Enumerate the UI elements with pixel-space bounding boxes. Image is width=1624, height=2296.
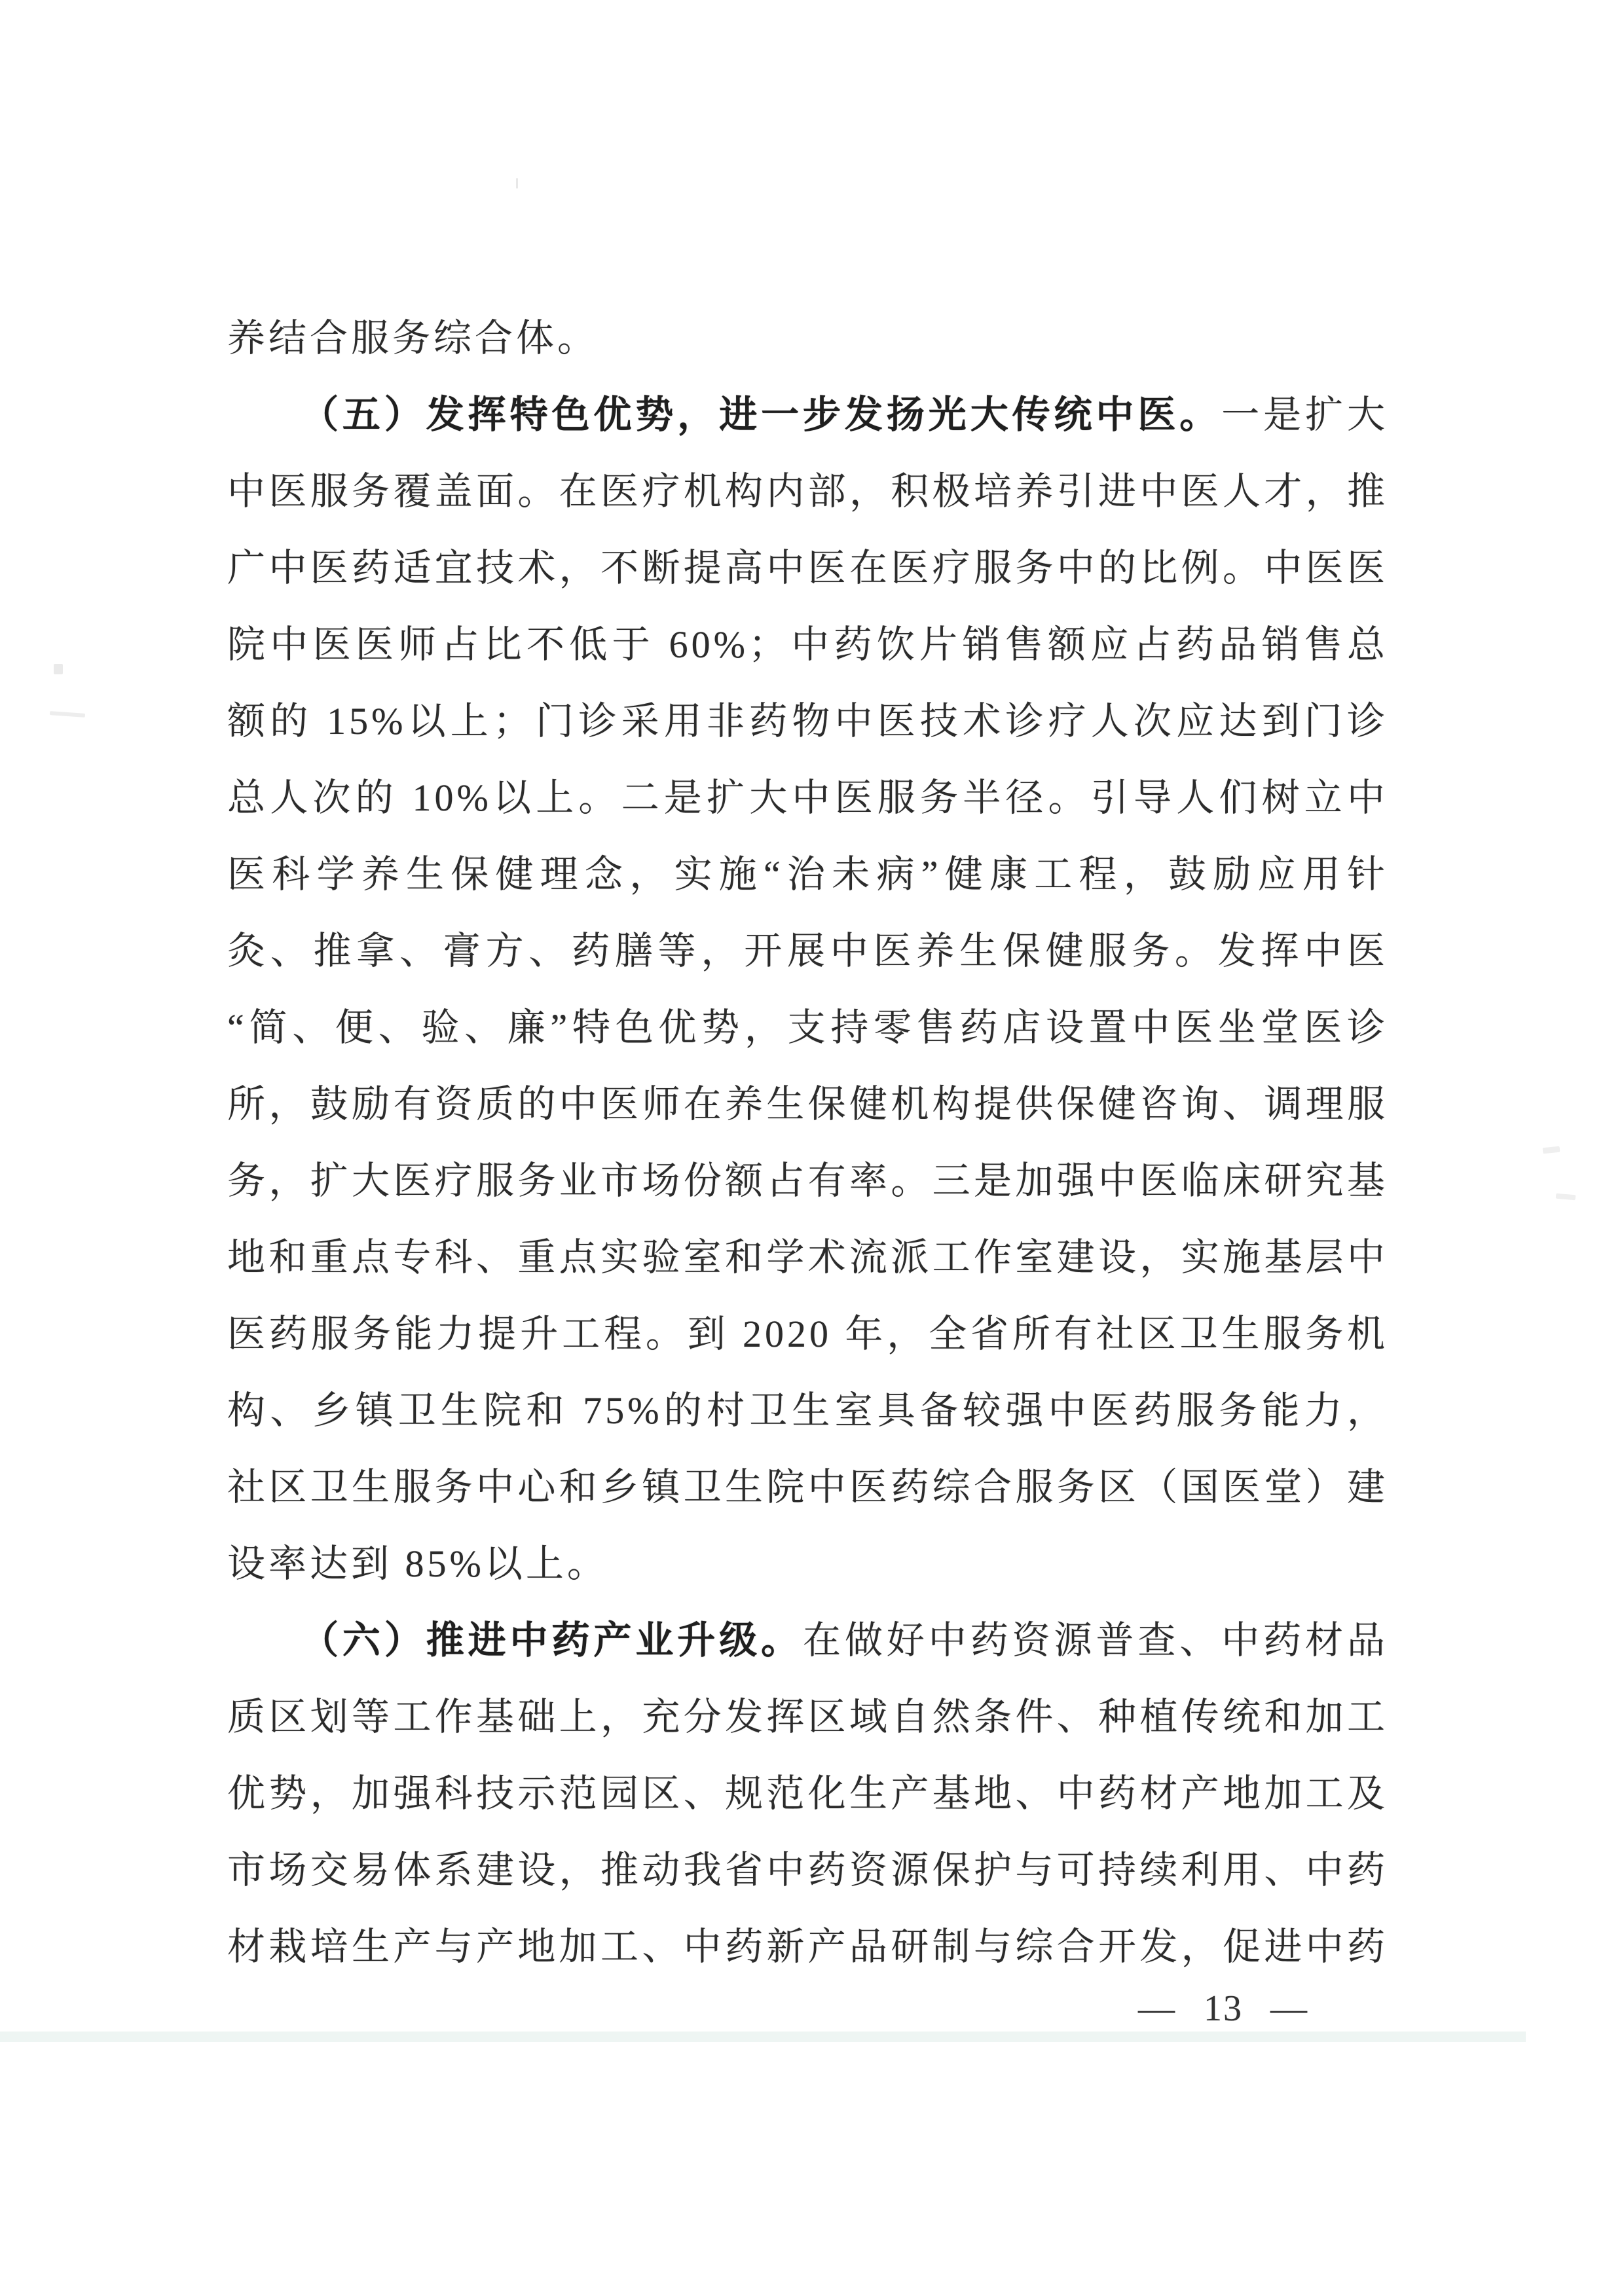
- body-segment: 材栽培生产与产地加工、中药新产品研制与综合开发，促进中药: [227, 1925, 1388, 1968]
- body-segment: 中医服务覆盖面。在医疗机构内部，积极培养引进中医人才，推: [227, 470, 1388, 513]
- text-line: [227, 1372, 1388, 1449]
- document-body: [227, 300, 1388, 1985]
- text-line: [227, 376, 1388, 453]
- heading-segment: （六）推进中药产业升级。: [301, 1619, 803, 1662]
- text-line: [227, 1449, 1388, 1525]
- scan-speck: [50, 711, 85, 718]
- text-line: [227, 453, 1388, 530]
- heading-segment: （五）发挥特色优势，进一步发扬光大传统中医。: [301, 393, 1222, 436]
- body-segment: 养结合服务综合体。: [227, 317, 599, 359]
- text-line: [227, 1525, 1388, 1602]
- text-line: [227, 530, 1388, 606]
- text-line: [227, 1142, 1388, 1219]
- text-line: [227, 836, 1388, 913]
- body-segment: “简、便、验、廉”特色优势，支持零售药店设置中医坐堂医诊: [227, 1006, 1388, 1049]
- body-segment: 广中医药适宜技术，不断提高中医在医疗服务中的比例。中医医: [227, 547, 1388, 589]
- body-segment: 医药服务能力提升工程。到 2020 年，全省所有社区卫生服务机: [227, 1313, 1388, 1355]
- text-line: [227, 759, 1388, 836]
- body-segment: 质区划等工作基础上，充分发挥区域自然条件、种植传统和加工: [227, 1696, 1388, 1738]
- body-segment: 务，扩大医疗服务业市场份额占有率。三是加强中医临床研究基: [227, 1159, 1388, 1202]
- body-segment: 设率达到 85%以上。: [227, 1542, 608, 1585]
- body-segment: 额的 15%以上；门诊采用非药物中医技术诊疗人次应达到门诊: [227, 700, 1388, 742]
- body-segment: 优势，加强科技示范园区、规范化生产基地、中药材产地加工及: [227, 1772, 1388, 1815]
- body-segment: 社区卫生服务中心和乡镇卫生院中医药综合服务区（国医堂）建: [227, 1466, 1388, 1508]
- text-line: [227, 300, 1388, 376]
- text-line: [227, 606, 1388, 683]
- text-line: [227, 1832, 1388, 1908]
- scan-speck: [1556, 1194, 1576, 1201]
- text-line: [227, 1296, 1388, 1372]
- scan-speck: [54, 664, 63, 674]
- text-line: [227, 1219, 1388, 1296]
- page-number: — 13 —: [1138, 1988, 1308, 2029]
- text-line: [227, 1679, 1388, 1755]
- body-segment: 在做好中药资源普查、中药材品: [803, 1619, 1388, 1662]
- text-line: [227, 913, 1388, 989]
- body-segment: 市场交易体系建设，推动我省中药资源保护与可持续利用、中药: [227, 1849, 1388, 1891]
- body-segment: 院中医医师占比不低于 60%；中药饮片销售额应占药品销售总: [227, 623, 1388, 666]
- text-line: [227, 683, 1388, 759]
- page-footer: [1138, 1988, 1308, 2030]
- scan-speck: [516, 178, 518, 189]
- text-line: [227, 1066, 1388, 1142]
- body-segment: 一是扩大: [1221, 393, 1388, 436]
- body-segment: 灸、推拿、膏方、药膳等，开展中医养生保健服务。发挥中医: [227, 930, 1388, 972]
- body-segment: 地和重点专科、重点实验室和学术流派工作室建设，实施基层中: [227, 1236, 1388, 1279]
- text-line: [227, 1602, 1388, 1679]
- text-line: [227, 989, 1388, 1066]
- scan-artifact-band: [0, 2032, 1526, 2042]
- text-line: [227, 1908, 1388, 1985]
- text-line: [227, 1755, 1388, 1832]
- body-segment: 总人次的 10%以上。二是扩大中医服务半径。引导人们树立中: [227, 776, 1388, 819]
- body-segment: 医科学养生保健理念，实施“治未病”健康工程，鼓励应用针: [227, 853, 1388, 896]
- scan-speck: [1543, 1146, 1560, 1154]
- body-segment: 构、乡镇卫生院和 75%的村卫生室具备较强中医药服务能力，: [227, 1389, 1388, 1432]
- body-segment: 所，鼓励有资质的中医师在养生保健机构提供保健咨询、调理服: [227, 1083, 1388, 1125]
